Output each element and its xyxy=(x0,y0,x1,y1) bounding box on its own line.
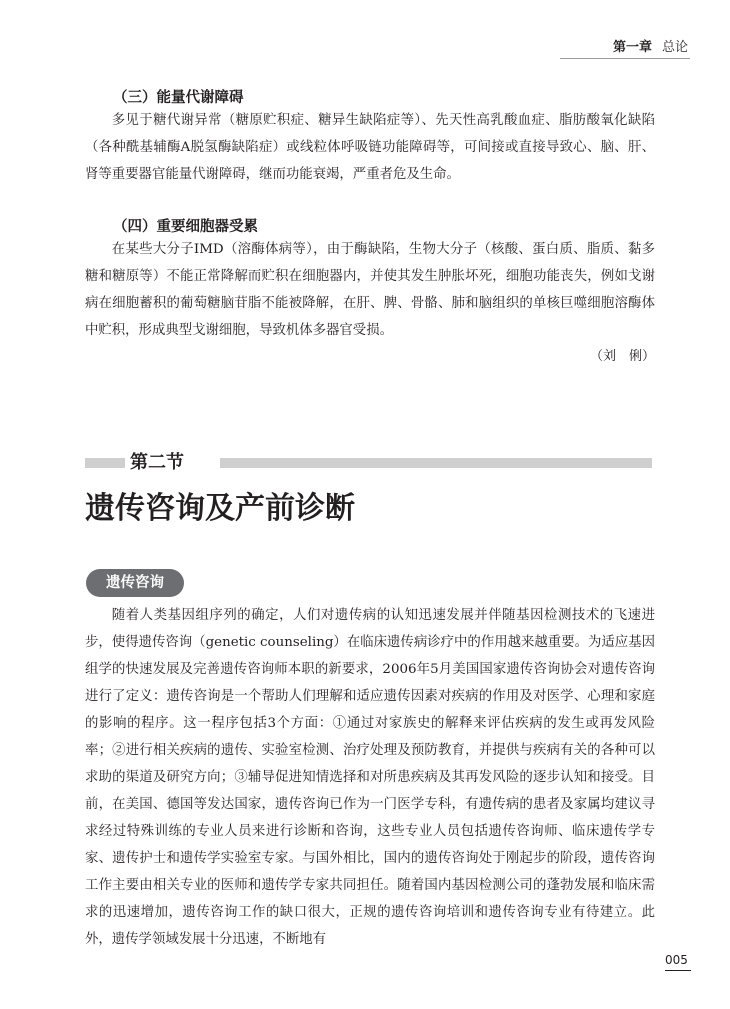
running-header xyxy=(613,36,688,55)
section-title: 遗传咨询及产前诊断 xyxy=(85,491,355,526)
page-number: 005 xyxy=(665,953,688,967)
body-paragraph: 随着人类基因组序列的确定，人们对遗传病的认知迅速发展并伴随基因检测技术的飞速进步，使得遗传咨询（genetic counseling）在临床遗传病诊疗中的作用越来越重要。为适应基因组学的快速发展及完善遗传咨询师本职的新要求，2006年5月美国国家遗传咨询协会对遗传咨询进行了定义：遗传咨询是一个帮助人们理解和适应遗传因素对疾病的作用及对医学、心理和家庭的影响的程序。这一程序包括3个方面：①通过对家族史的解释来评估疾病的发生或再发风险率；②进行相关疾病的遗传、实验室检测、治疗处理及预防教育，并提供与疾病有关的各种可以求助的渠道及研究方向；③辅导促进知情选择和对所患疾病及其再发风险的逐步认知和接受。目前，在美国、德国等发达国家，遗传咨询已作为一门医学专科，有遗传病的患者及家属均建议寻求经过特殊训练的专业人员来进行诊断和咨询，这些专业人员包括遗传咨询师、临床遗传学专家、遗传护士和遗传学实验室专家。与国外相比，国内的遗传咨询处于刚起步的阶段，遗传咨询工作主要由相关专业的医师和遗传学专家共同担任。随着国内基因检测公司的蓬勃发展和临床需求的迅速增加，遗传咨询工作的缺口很大，正规的遗传咨询培训和遗传咨询专业有待建立。此外，遗传学领域发展十分迅速，不断地有 xyxy=(85,608,655,947)
section-number: 第二节 xyxy=(130,452,184,473)
chapter-number: 第一章 xyxy=(612,40,652,55)
subsection-heading-energy-metabolism: （三）能量代谢障碍 xyxy=(113,90,244,106)
page-number-rule xyxy=(665,970,691,971)
header-rule xyxy=(560,58,690,59)
subsection-paragraph-organelle: 在某些大分子IMD（溶酶体病等），由于酶缺陷，生物大分子（核酸、蛋白质、脂质、黏多糖和糖原等）不能正常降解而贮积在细胞器内，并使其发生肿胀坏死，细胞功能丧失，例如戈谢病在细胞蓄积的葡萄糖脑苷脂不能被降解，在肝、脾、骨骼、肺和脑组织的单核巨噬细胞溶酶体中贮积，形成典型戈谢细胞，导致机体多器官受损。 xyxy=(85,242,655,338)
subsection-heading-organelle: （四）重要细胞器受累 xyxy=(113,219,258,235)
author-signature: （刘 俐） xyxy=(589,349,655,364)
section-rule-right xyxy=(220,458,652,468)
topic-pill: 遗传咨询 xyxy=(86,569,184,597)
section-rule-left xyxy=(85,458,125,468)
subsection-paragraph-energy-metabolism: 多见于糖代谢异常（糖原贮积症、糖异生缺陷症等）、先天性高乳酸血症、脂肪酸氧化缺陷（各种酰基辅酶A脱氢酶缺陷症）或线粒体呼吸链功能障碍等，可间接或直接导致心、脑、肝、肾等重要器官能量代谢障碍，继而功能衰竭，严重者危及生命。 xyxy=(85,113,655,182)
chapter-title: 总论 xyxy=(661,40,688,55)
